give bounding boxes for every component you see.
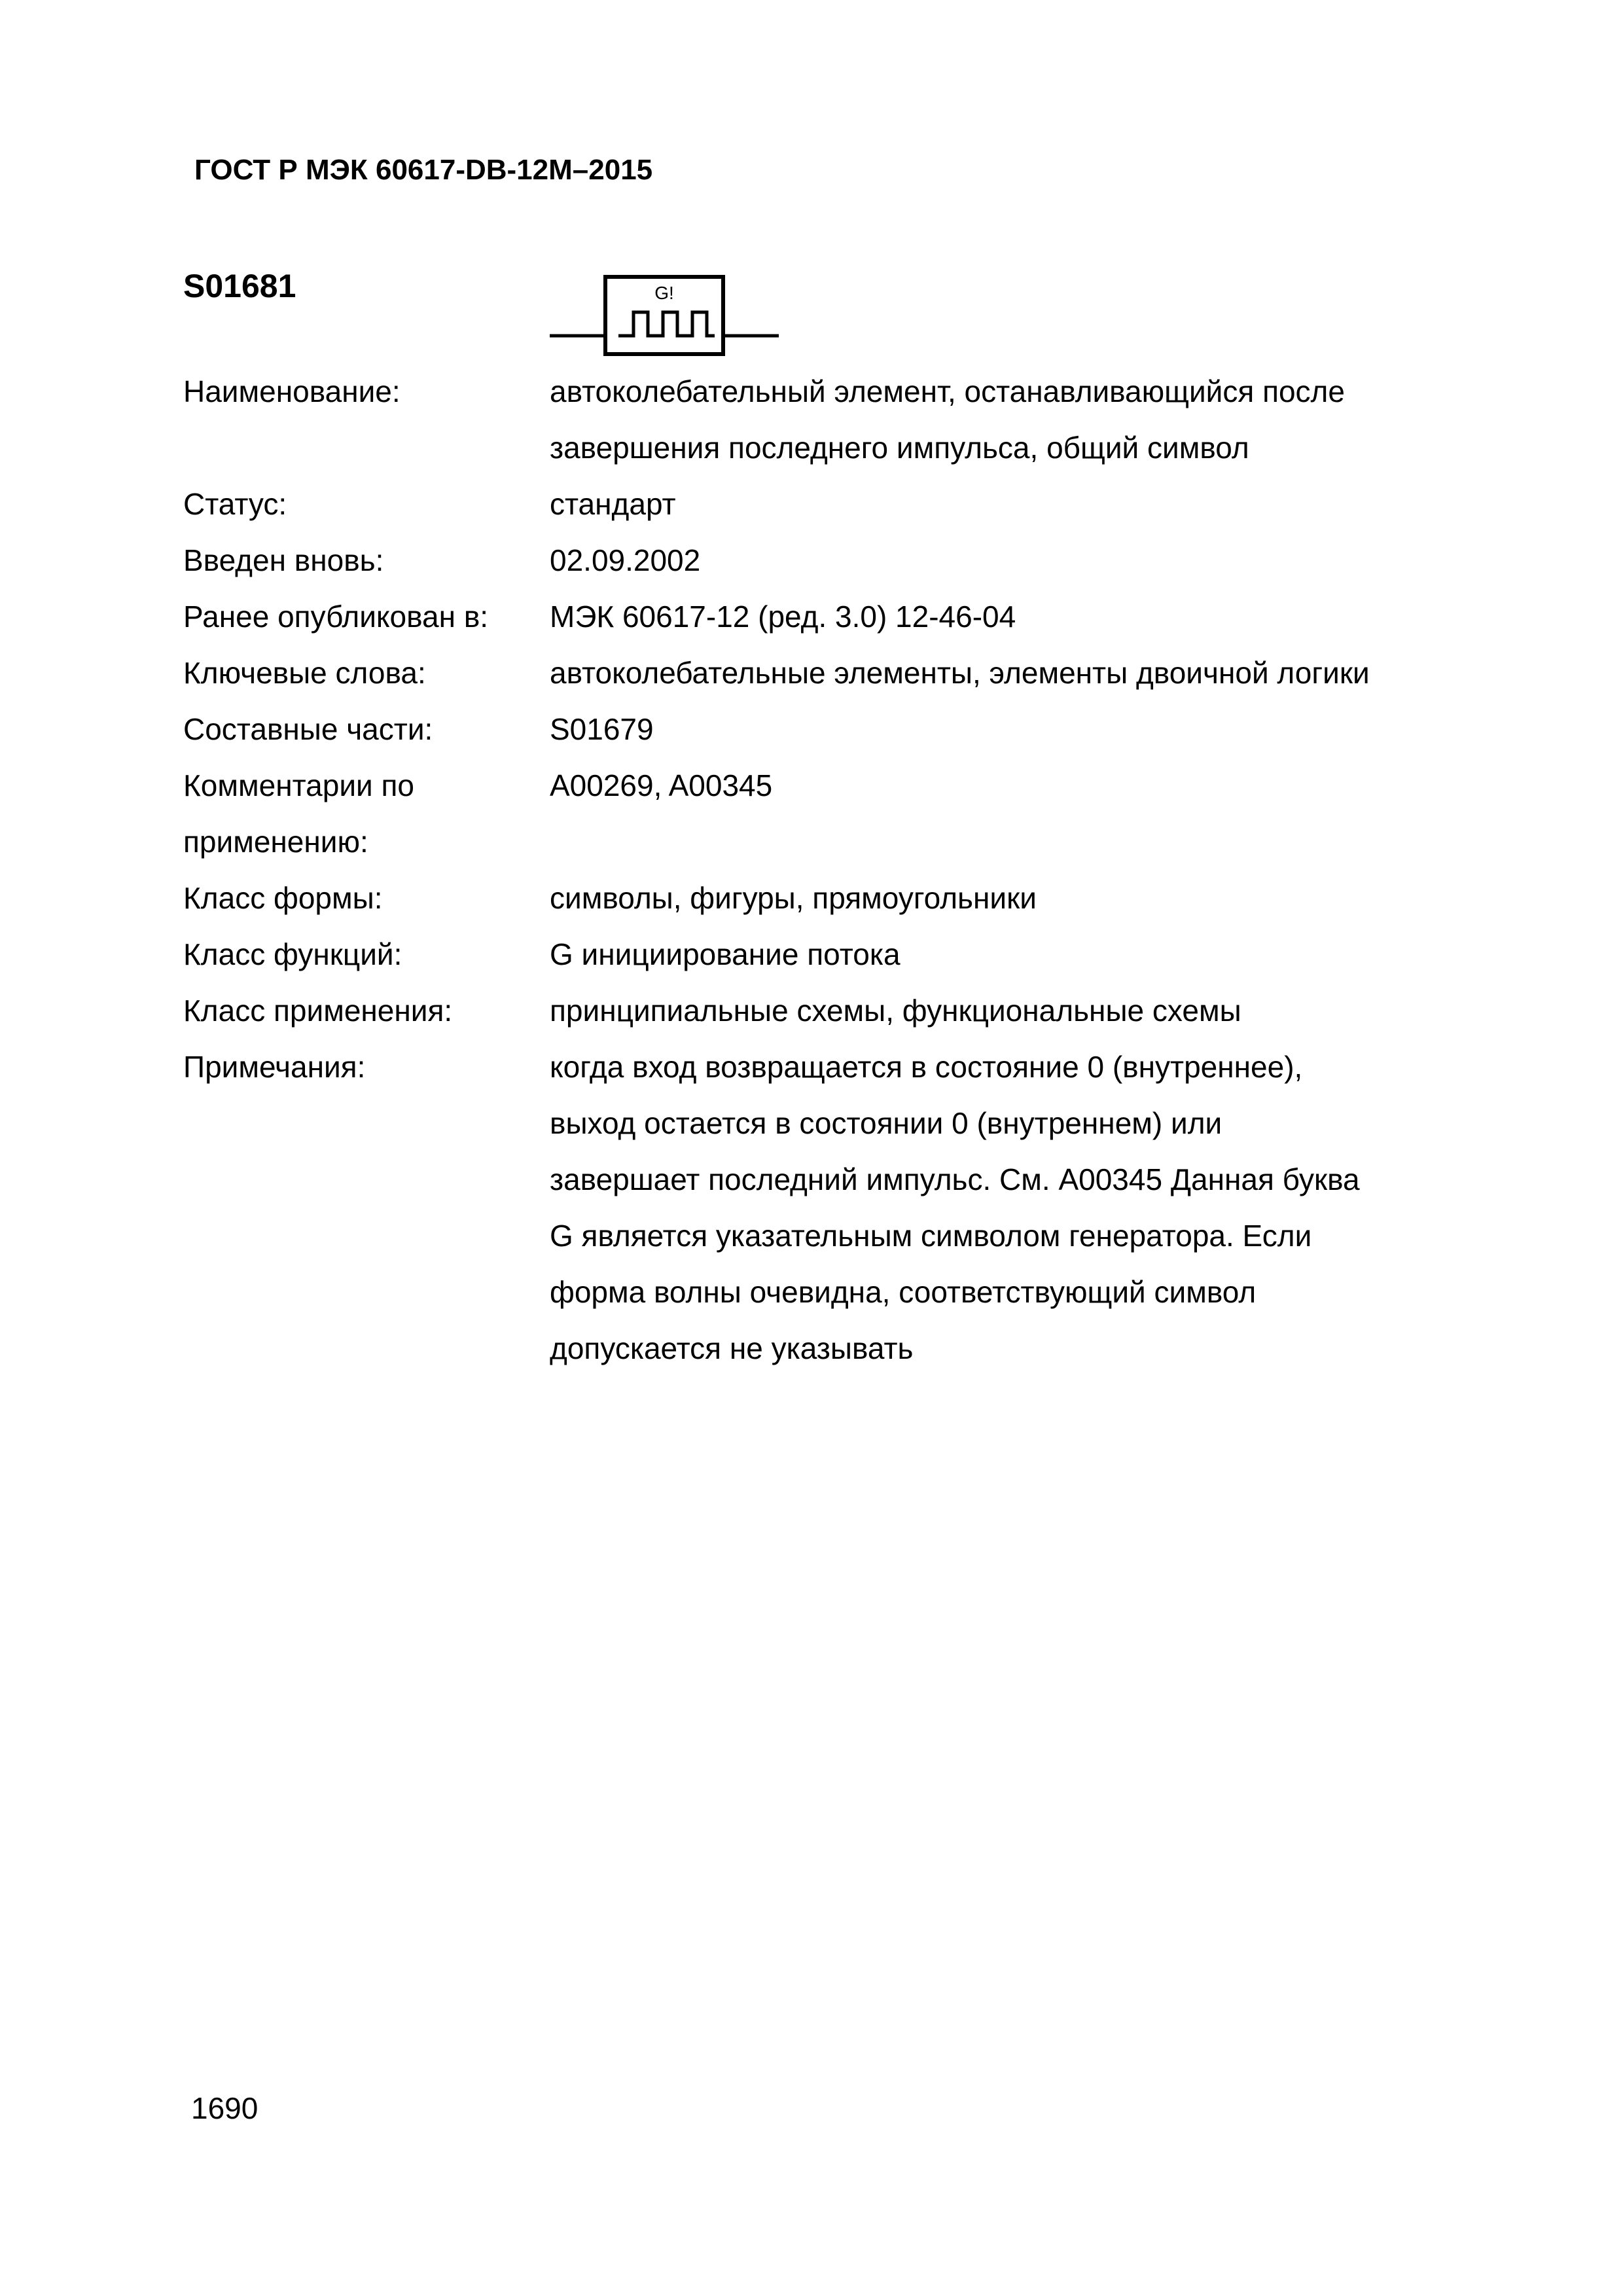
- field-label: [183, 870, 550, 926]
- field-row: [183, 363, 1492, 476]
- field-list: [183, 363, 1492, 1376]
- field-row: [183, 926, 1492, 982]
- field-label-line: Класс формы:: [183, 881, 383, 915]
- field-value-line: A00269, A00345: [550, 768, 773, 802]
- field-label-line: Комментарии по: [183, 768, 414, 802]
- field-label-line: Введен вновь:: [183, 543, 384, 577]
- field-row: [183, 982, 1492, 1039]
- field-value-line: выход остается в состоянии 0 (внутреннем) или: [550, 1106, 1222, 1140]
- field-value: [550, 926, 1492, 982]
- symbol-code: S01681: [183, 268, 296, 304]
- field-value-line: допускается не указывать: [550, 1331, 914, 1365]
- field-label: [183, 926, 550, 982]
- field-value-line: МЭК 60617-12 (ред. 3.0) 12-46-04: [550, 600, 1016, 634]
- field-label: [183, 363, 550, 420]
- field-row: [183, 1039, 1492, 1376]
- field-label-line: Класс функций:: [183, 937, 402, 971]
- field-label: [183, 982, 550, 1039]
- field-row: [183, 532, 1492, 588]
- oscillator-pulse-symbol-icon: [543, 265, 792, 363]
- field-value: [550, 701, 1492, 757]
- field-value: [550, 363, 1492, 476]
- field-label: [183, 1039, 550, 1095]
- field-row: [183, 476, 1492, 532]
- field-value-line: G инициирование потока: [550, 937, 901, 971]
- field-label-line: Ранее опубликован в:: [183, 600, 489, 634]
- field-label: [183, 701, 550, 757]
- field-label: [183, 476, 550, 532]
- field-value: [550, 982, 1492, 1039]
- field-label-line: Примечания:: [183, 1050, 366, 1084]
- field-value-line: автоколебательные элементы, элементы двоичной логики: [550, 656, 1370, 690]
- field-value-line: завершает последний импульс. См. A00345 Данная буква: [550, 1162, 1360, 1196]
- field-value: [550, 532, 1492, 588]
- field-value: [550, 870, 1492, 926]
- field-value-line: автоколебательный элемент, останавливающийся после: [550, 374, 1345, 408]
- field-label: [183, 645, 550, 701]
- field-label-line: Статус:: [183, 487, 287, 521]
- field-label-line: Ключевые слова:: [183, 656, 426, 690]
- field-value-line: завершения последнего импульса, общий символ: [550, 431, 1249, 465]
- field-value: [550, 1039, 1492, 1376]
- field-value-line: когда вход возвращается в состояние 0 (внутреннее),: [550, 1050, 1303, 1084]
- document-header: ГОСТ Р МЭК 60617-DB-12M–2015: [194, 154, 653, 186]
- field-value: [550, 476, 1492, 532]
- field-label-line: применению:: [183, 825, 368, 859]
- field-row: [183, 588, 1492, 645]
- field-label: [183, 757, 550, 870]
- field-row: [183, 645, 1492, 701]
- field-label-line: Класс применения:: [183, 994, 453, 1028]
- field-row: [183, 757, 1492, 870]
- field-row: [183, 870, 1492, 926]
- field-value-line: S01679: [550, 712, 654, 746]
- field-label: [183, 588, 550, 645]
- field-value-line: G является указательным символом генератора. Если: [550, 1219, 1312, 1253]
- field-row: [183, 701, 1492, 757]
- page-number: 1690: [191, 2091, 259, 2125]
- field-value-line: символы, фигуры, прямоугольники: [550, 881, 1037, 915]
- field-value-line: стандарт: [550, 487, 676, 521]
- symbol-qualifier-label: G!: [654, 283, 674, 303]
- field-value: [550, 645, 1492, 701]
- field-label: [183, 532, 550, 588]
- field-label-line: Наименование:: [183, 374, 401, 408]
- field-label-line: Составные части:: [183, 712, 433, 746]
- field-value-line: форма волны очевидна, соответствующий символ: [550, 1275, 1257, 1309]
- field-value-line: принципиальные схемы, функциональные схемы: [550, 994, 1241, 1028]
- field-value: [550, 757, 1492, 814]
- field-value: [550, 588, 1492, 645]
- field-value-line: 02.09.2002: [550, 543, 701, 577]
